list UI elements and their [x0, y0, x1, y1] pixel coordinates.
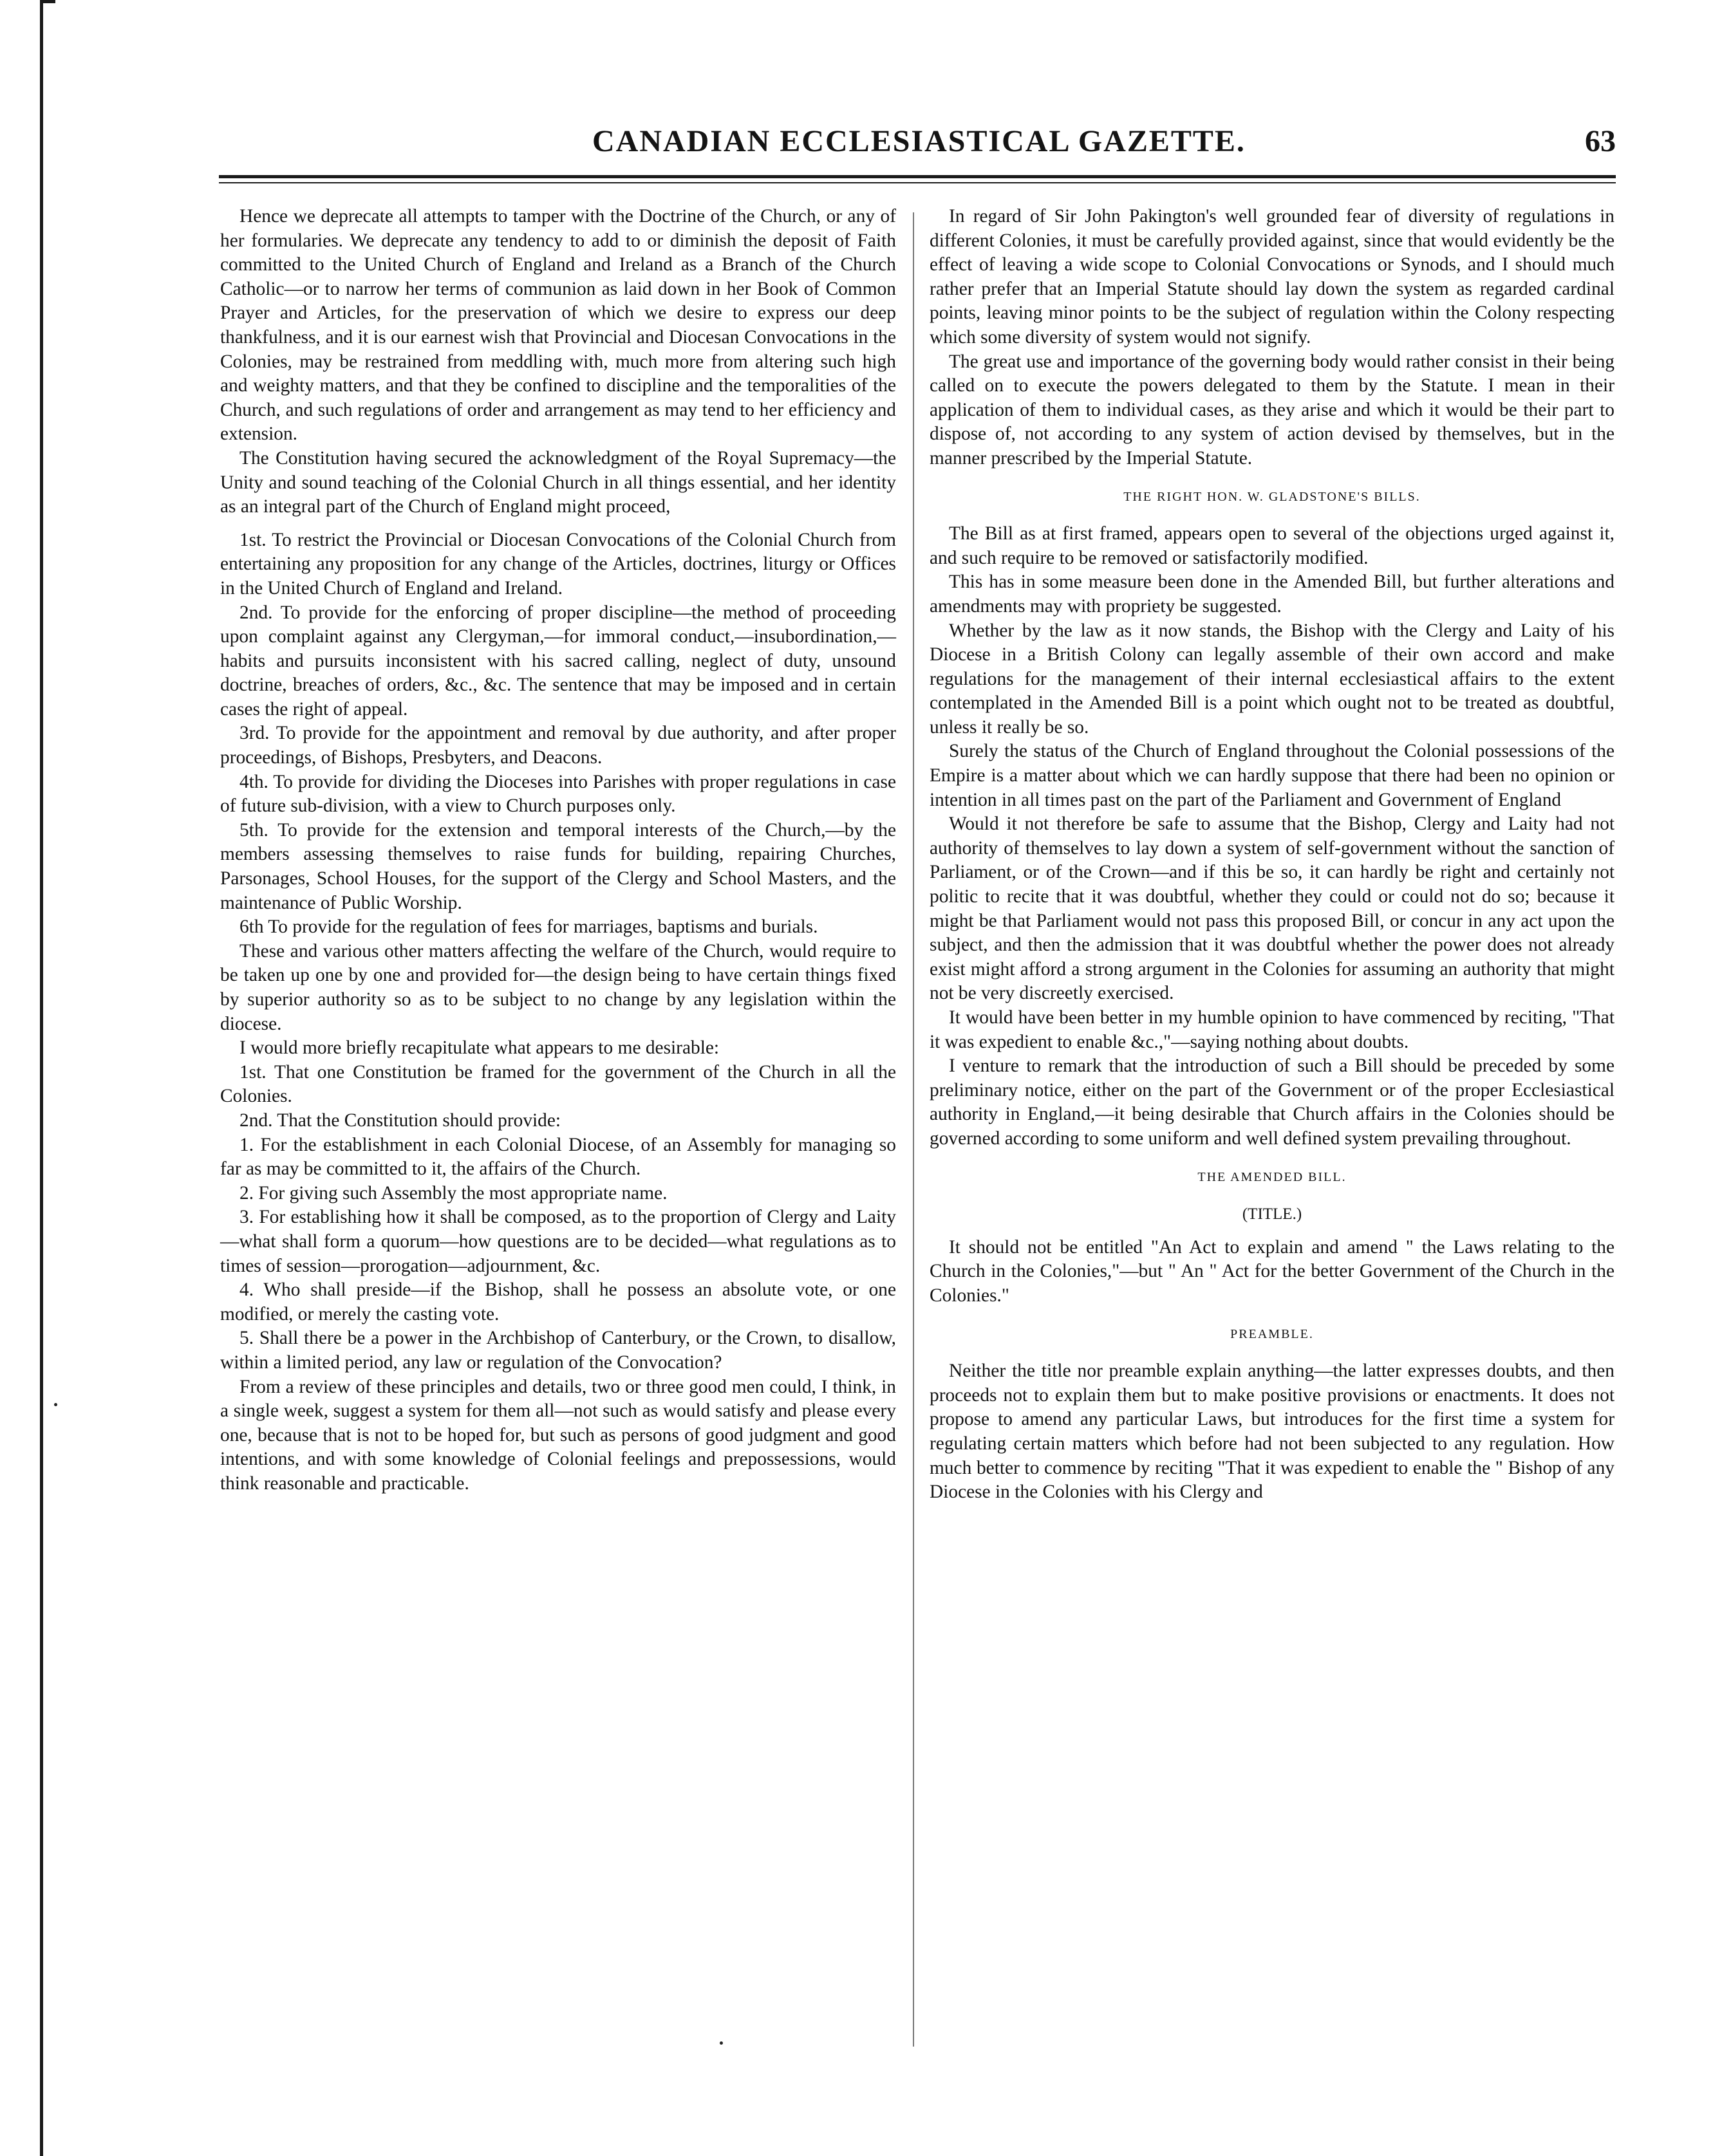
paragraph: I venture to remark that the introduction of such a Bill should be preceded by some preliminary notice, either on the part of the Government or of the proper Ecclesiastical authority in England,—it being desirable that Church affairs in the Colonies should be governed according to some uniform and well defined system prevailing throughout. [930, 1055, 1615, 1149]
paragraph: 3. For establishing how it shall be composed, as to the proportion of Clergy and Laity—what shall form a quorum—how questions are to be decided—what regulations as to times of session—prorogation—adjournment, &c. [220, 1207, 896, 1276]
print-speck [54, 1403, 57, 1406]
header-rule-thick [219, 175, 1616, 178]
paragraph: The Bill as at first framed, appears open to several of the objections urged against it, and such require to be removed or satisfactorily modified. [930, 523, 1615, 568]
header-rule-thin [219, 182, 1616, 183]
paragraph: Surely the status of the Church of England throughout the Colonial possessions of the Empire is a matter about which we can hardly suppose that there had been no opinion or intention in all times past on the part of the Parliament and Government of England [930, 741, 1615, 810]
paragraph: The great use and importance of the governing body would rather consist in their being called on to execute the powers delegated to them by the Statute. I mean in their application of them to individual cases, as they arise and which it would be their part to dispose of, not according to any system of action devised by themselves, but in the manner prescribed by the Imperial Statute. [930, 351, 1615, 469]
page-binding-hook [40, 0, 55, 3]
paragraph: It would have been better in my humble opinion to have commenced by reciting, "That it was expedient to enable &c.,"—saying nothing about doubts. [930, 1007, 1615, 1052]
paragraph: It should not be entitled "An Act to explain and amend " the Laws relating to the Church in the Colonies,"—but " An " Act for the better Government of the Church in the Colonies." [930, 1236, 1615, 1306]
paragraph: 4. Who shall preside—if the Bishop, shall he possess an absolute vote, or one modified, or merely the casting vote. [220, 1279, 896, 1324]
paragraph: Whether by the law as it now stands, the Bishop with the Clergy and Laity of his Diocese in a British Colony can legally assemble of their own accord and make regulations for the management of their internal ecclesiastical affairs to the extent contemplated in the Amended Bill is a point which ought not to be treated as doubtful, unless it really be so. [930, 620, 1615, 738]
section-subheading: (TITLE.) [1242, 1205, 1302, 1223]
paragraph: The Constitution having secured the acknowledgment of the Royal Supremacy—the Unity and sound teaching of the Colonial Church in all things essential, and her identity as an integral part of the Church of England might proceed, [220, 447, 896, 517]
left-column [220, 205, 896, 1496]
paragraph: 1st. To restrict the Provincial or Diocesan Convocations of the Colonial Church from entertaining any proposition for any change of the Articles, doctrines, liturgy or Offices in the United Church of England and Ireland. [220, 529, 896, 599]
section-heading: THE AMENDED BILL. [1197, 1169, 1347, 1184]
section-heading: PREAMBLE. [1230, 1326, 1314, 1341]
paragraph: Would it not therefore be safe to assume that the Bishop, Clergy and Laity had not authority of themselves to lay down a system of self-government without the sanction of Parliament, or of the Crown—and if this be so, it can hardly be right and certainly not politic to recite that it was doubtful, whether they could or could not do so; because it might be that Parliament would not pass this proposed Bill, or concur in any act upon the subject, and then the admission that it was doubtful whether the power does not already exist might afford a strong argument in the Colonies for assuming an authority that might not be very discreetly exercised. [930, 813, 1615, 1004]
paragraph: Neither the title nor preamble explain anything—the latter expresses doubts, and then proceeds not to explain them but to make positive provisions or enactments. It does not propose to amend any particular Laws, but introduces for the first time a system for regulating certain matters which before had not been subjected to any regulation. How much better to commence by reciting "That it was expedient to enable the " Bishop of any Diocese in the Colonies with his Clergy and [930, 1361, 1615, 1503]
paragraph: These and various other matters affecting the welfare of the Church, would require to be taken up one by one and provided for—the design being to have certain things fixed by superior authority so as to be subject to no change by any legislation within the diocese. [220, 940, 896, 1034]
running-header [219, 124, 1616, 169]
paragraph: 2nd. That the Constitution should provide: [239, 1110, 561, 1131]
paragraph: In regard of Sir John Pakington's well grounded fear of diversity of regulations in different Colonies, it must be carefully provided against, since that would evidently be the effect of leaving a wide scope to Colonial Convocations or Synods, and I should much rather prefer that an Imperial Statute should lay down the system as regarded cardinal points, leaving minor points to be the subject of regulation within the Colony respecting which some diversity of system would not signify. [930, 206, 1615, 348]
paragraph: 2. For giving such Assembly the most appropriate name. [239, 1182, 668, 1203]
paragraph: 4th. To provide for dividing the Dioceses into Parishes with proper regulations in case of future sub-division, with a view to Church purposes only. [220, 771, 896, 817]
paragraph: 2nd. To provide for the enforcing of proper discipline—the method of proceeding upon complaint against any Clergyman,—for immoral conduct,—insubordination,—habits and pursuits inconsistent with his sacred calling, neglect of duty, unsound doctrine, breaches of orders, &c., &c. The sentence that may be imposed and in certain cases the right of appeal. [220, 602, 896, 720]
paragraph: I would more briefly recapitulate what appears to me desirable: [239, 1037, 720, 1059]
paragraph: This has in some measure been done in the Amended Bill, but further alterations and amendments may with propriety be suggested. [930, 572, 1615, 617]
page-binding-edge [40, 0, 43, 2156]
column-divider [913, 212, 914, 2047]
running-title: CANADIAN ECCLESIASTICAL GAZETTE. [592, 124, 1246, 158]
paragraph: 5th. To provide for the extension and temporal interests of the Church,—by the members assessing themselves to raise funds for building, repairing Churches, Parsonages, School Houses, for the support of the Clergy and School Masters, and the maintenance of Public Worship. [220, 819, 896, 913]
paragraph: From a review of these principles and details, two or three good men could, I think, in a single week, suggest a system for them all—not such as would satisfy and please every one, because that is not to be hoped for, but such as persons of good judgment and good intentions, and with some knowledge of Colonial feelings and prepossessions, would think reasonable and practicable. [220, 1376, 896, 1494]
paragraph: Hence we deprecate all attempts to tamper with the Doctrine of the Church, or any of her formularies. We deprecate any tendency to add to or diminish the deposit of Faith committed to the United Church of England and Ireland as a Branch of the Church Catholic—or to narrow her terms of communion as laid down in her Book of Common Prayer and Articles, for the preservation of which we desire to express our deep thankfulness, and it is our earnest wish that Provincial and Diocesan Convocations in the Colonies, may be restrained from meddling with, much more from altering such high and weighty matters, and that they be confined to discipline and the temporalities of the Church, and such regulations of order and arrangement as may tend to her efficiency and extension. [220, 206, 896, 445]
paragraph: 5. Shall there be a power in the Archbishop of Canterbury, or the Crown, to disallow, within a limited period, any law or regulation of the Convocation? [220, 1328, 896, 1373]
paragraph: 6th To provide for the regulation of fees for marriages, baptisms and burials. [239, 916, 818, 938]
right-column [930, 205, 1615, 1505]
print-speck [720, 2041, 723, 2045]
page-number: 63 [1585, 124, 1616, 158]
section-heading: THE RIGHT HON. W. GLADSTONE'S BILLS. [1123, 489, 1421, 504]
paragraph: 3rd. To provide for the appointment and removal by due authority, and after proper proceedings, of Bishops, Presbyters, and Deacons. [220, 723, 896, 768]
paragraph: 1st. That one Constitution be framed for the government of the Church in all the Colonies. [220, 1061, 896, 1107]
paragraph: 1. For the establishment in each Colonial Diocese, of an Assembly for managing so far as may be committed to it, the affairs of the Church. [220, 1134, 896, 1180]
